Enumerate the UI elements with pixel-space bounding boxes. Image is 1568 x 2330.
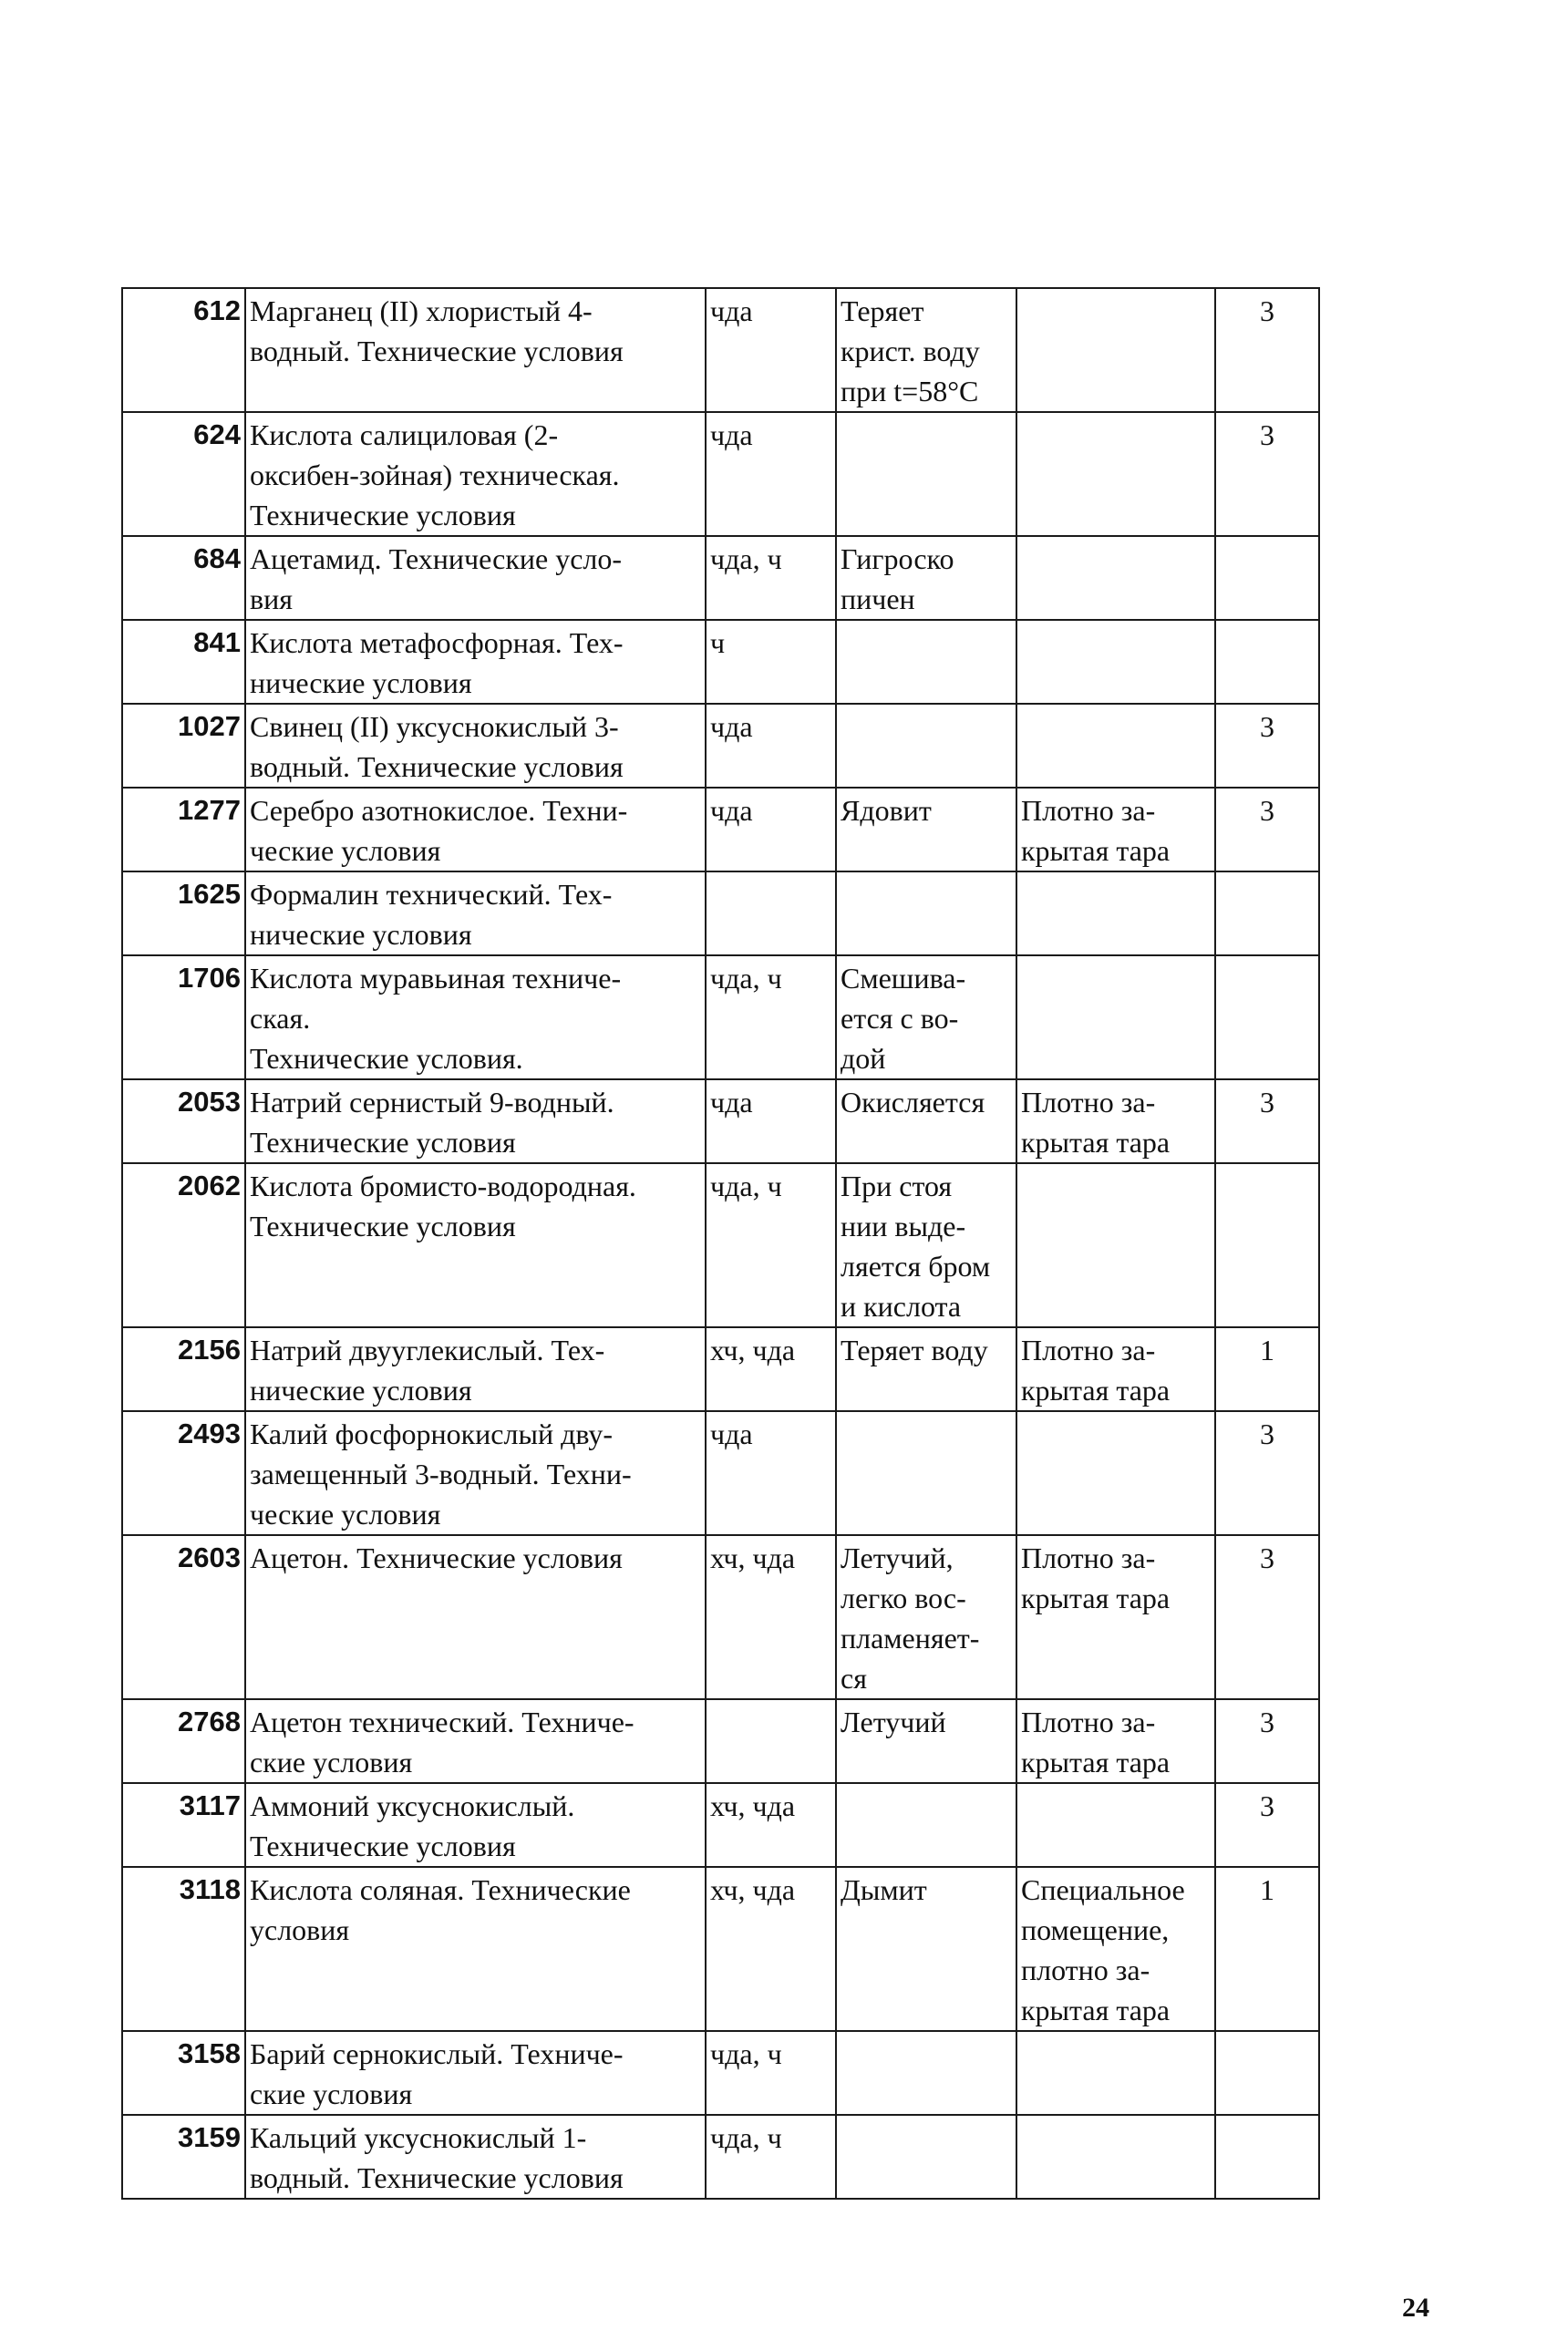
table-row [122,412,1319,536]
gost-number-cell: 1706 [122,955,245,1079]
property-cell: Теряет воду [836,1327,1016,1411]
table-row [122,871,1319,955]
table-row [122,1163,1319,1327]
hazard-class-cell [1215,955,1319,1079]
standard-name-cell: Кислота бромисто-водородная. Технические условия [245,1163,706,1327]
gost-number-cell: 2603 [122,1535,245,1699]
gost-number-cell: 3158 [122,2031,245,2115]
grade-cell [706,1699,836,1783]
storage-cell [1016,288,1215,412]
standard-name-cell: Кальций уксуснокислый 1- водный. Технические условия [245,2115,706,2199]
storage-cell: Плотно за- крытая тара [1016,1327,1215,1411]
page-number: 24 [1402,2293,1429,2323]
property-cell [836,1783,1016,1867]
table-row [122,788,1319,871]
property-cell [836,412,1016,536]
hazard-class-cell [1215,1163,1319,1327]
standard-name-cell: Серебро азотнокислое. Техни- ческие условия [245,788,706,871]
storage-cell [1016,2115,1215,2199]
hazard-class-cell: 3 [1215,1411,1319,1535]
table-row [122,1535,1319,1699]
property-cell: Гигроско пичен [836,536,1016,620]
hazard-class-cell: 3 [1215,1699,1319,1783]
hazard-class-cell: 3 [1215,288,1319,412]
property-cell: Ядовит [836,788,1016,871]
table-row [122,288,1319,412]
table-row [122,620,1319,704]
grade-cell: чда [706,288,836,412]
gost-number-cell: 2156 [122,1327,245,1411]
standard-name-cell: Барий сернокислый. Техниче- ские условия [245,2031,706,2115]
storage-cell [1016,1783,1215,1867]
standard-name-cell: Кислота соляная. Технические условия [245,1867,706,2031]
grade-cell: хч, чда [706,1867,836,2031]
storage-cell: Плотно за- крытая тара [1016,788,1215,871]
standard-name-cell: Формалин технический. Тех- нические условия [245,871,706,955]
standard-name-cell: Кислота муравьиная техниче- ская. Технические условия. [245,955,706,1079]
storage-cell [1016,2031,1215,2115]
storage-cell [1016,1411,1215,1535]
grade-cell: хч, чда [706,1535,836,1699]
grade-cell: чда [706,788,836,871]
grade-cell [706,871,836,955]
hazard-class-cell [1215,536,1319,620]
grade-cell: чда, ч [706,536,836,620]
storage-cell [1016,871,1215,955]
property-cell: Дымит [836,1867,1016,2031]
hazard-class-cell: 1 [1215,1327,1319,1411]
hazard-class-cell: 3 [1215,1783,1319,1867]
property-cell: Теряет крист. воду при t=58°C [836,288,1016,412]
hazard-class-cell: 1 [1215,1867,1319,2031]
storage-cell: Плотно за- крытая тара [1016,1535,1215,1699]
property-cell [836,2031,1016,2115]
gost-number-cell: 1027 [122,704,245,788]
gost-number-cell: 3159 [122,2115,245,2199]
table-row [122,536,1319,620]
hazard-class-cell [1215,620,1319,704]
hazard-class-cell [1215,2031,1319,2115]
gost-number-cell: 2768 [122,1699,245,1783]
hazard-class-cell [1215,871,1319,955]
table-row [122,704,1319,788]
standard-name-cell: Натрий двууглекислый. Тех- нические условия [245,1327,706,1411]
grade-cell: чда, ч [706,1163,836,1327]
grade-cell: чда, ч [706,2115,836,2199]
gost-number-cell: 3118 [122,1867,245,2031]
table-body [122,288,1319,2199]
table-row [122,1867,1319,2031]
property-cell: Смешива- ется с во- дой [836,955,1016,1079]
property-cell [836,871,1016,955]
hazard-class-cell: 3 [1215,788,1319,871]
standard-name-cell: Ацетамид. Технические усло- вия [245,536,706,620]
standard-name-cell: Свинец (II) уксуснокислый 3- водный. Технические условия [245,704,706,788]
standard-name-cell: Ацетон. Технические условия [245,1535,706,1699]
gost-number-cell: 2053 [122,1079,245,1163]
grade-cell: чда [706,1411,836,1535]
storage-cell [1016,536,1215,620]
standard-name-cell: Марганец (II) хлористый 4- водный. Технические условия [245,288,706,412]
table-row [122,2115,1319,2199]
property-cell [836,620,1016,704]
gost-number-cell: 841 [122,620,245,704]
grade-cell: чда [706,412,836,536]
storage-cell: Плотно за- крытая тара [1016,1699,1215,1783]
standard-name-cell: Калий фосфорнокислый дву- замещенный 3-водный. Техни- ческие условия [245,1411,706,1535]
standard-name-cell: Кислота метафосфорная. Тех- нические условия [245,620,706,704]
storage-cell: Плотно за- крытая тара [1016,1079,1215,1163]
standard-name-cell: Натрий сернистый 9-водный. Технические условия [245,1079,706,1163]
grade-cell: чда [706,1079,836,1163]
grade-cell: хч, чда [706,1783,836,1867]
table-row [122,1079,1319,1163]
grade-cell: чда, ч [706,955,836,1079]
table-row [122,1699,1319,1783]
storage-cell [1016,412,1215,536]
gost-number-cell: 624 [122,412,245,536]
hazard-class-cell: 3 [1215,1535,1319,1699]
standard-name-cell: Ацетон технический. Техниче- ские условия [245,1699,706,1783]
table-row [122,1411,1319,1535]
property-cell [836,1411,1016,1535]
property-cell: При стоя нии выде- ляется бром и кислота [836,1163,1016,1327]
property-cell [836,704,1016,788]
standard-name-cell: Аммоний уксуснокислый. Технические условия [245,1783,706,1867]
reagents-table [121,287,1320,2200]
gost-number-cell: 3117 [122,1783,245,1867]
gost-number-cell: 2062 [122,1163,245,1327]
hazard-class-cell [1215,2115,1319,2199]
table-row [122,955,1319,1079]
grade-cell: ч [706,620,836,704]
storage-cell: Специальное помещение, плотно за- крытая тара [1016,1867,1215,2031]
property-cell [836,2115,1016,2199]
gost-number-cell: 612 [122,288,245,412]
hazard-class-cell: 3 [1215,412,1319,536]
grade-cell: чда [706,704,836,788]
storage-cell [1016,955,1215,1079]
table-row [122,1327,1319,1411]
property-cell: Летучий [836,1699,1016,1783]
hazard-class-cell: 3 [1215,704,1319,788]
gost-number-cell: 1277 [122,788,245,871]
storage-cell [1016,620,1215,704]
table-row [122,1783,1319,1867]
table-row [122,2031,1319,2115]
grade-cell: хч, чда [706,1327,836,1411]
gost-number-cell: 684 [122,536,245,620]
storage-cell [1016,704,1215,788]
storage-cell [1016,1163,1215,1327]
hazard-class-cell: 3 [1215,1079,1319,1163]
gost-number-cell: 1625 [122,871,245,955]
property-cell: Летучий, легко вос- пламеняет- ся [836,1535,1016,1699]
property-cell: Окисляется [836,1079,1016,1163]
grade-cell: чда, ч [706,2031,836,2115]
gost-number-cell: 2493 [122,1411,245,1535]
standard-name-cell: Кислота салициловая (2- оксибен-зойная) техническая. Технические условия [245,412,706,536]
